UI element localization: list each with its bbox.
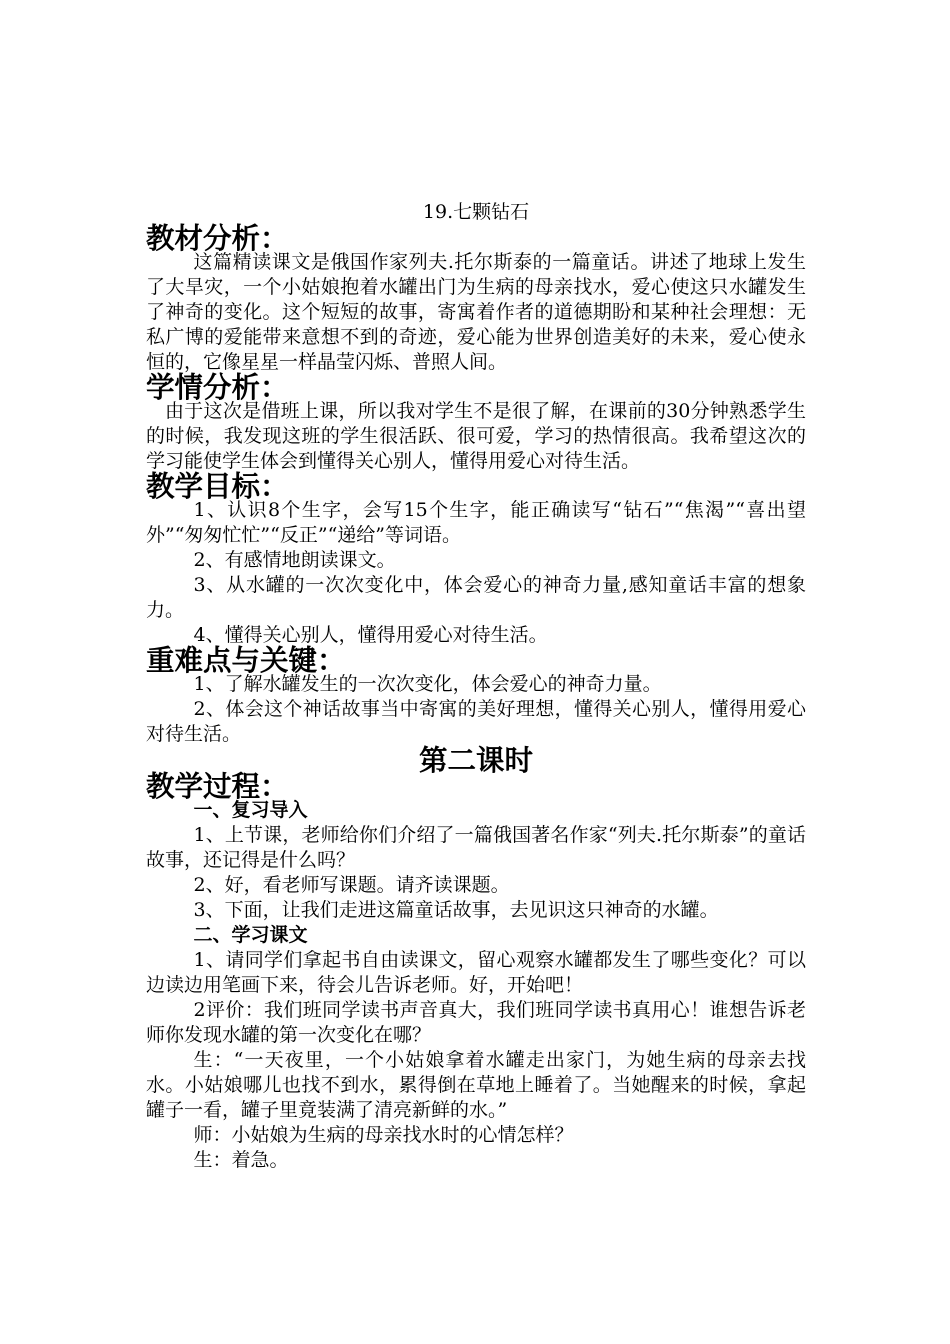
part2-item: 师：小姑娘为生病的母亲找水时的心情怎样？ <box>193 1124 574 1146</box>
teaching-process-heading: 教学过程： <box>146 769 289 803</box>
part2-item: 生：着急。 <box>193 1149 289 1171</box>
material-analysis-text: 这篇精读课文是俄国作家列夫.托尔斯泰的一篇童话。讲述了地球上发生了大旱灾，一个小姑娘抱着水罐出门为生病的母亲找水，爱心使这只水罐发生了神奇的变化。这个短短的故事，寄寓着作者的道德期盼和某种社会理想：无私广博的爱能带来意想不到的奇迹，爱心能为世界创造美好的未来，爱心使永恒的，它像星星一样晶莹闪烁、普照人间。 <box>146 251 806 373</box>
goal-item: 3、从水罐的一次次变化中，体会爱心的神奇力量,感知童话丰富的想象力。 <box>146 574 806 621</box>
part1-item: 2、好，看老师写课题。请齐读课题。 <box>193 874 510 896</box>
key-point-item: 2、体会这个神话故事当中寄寓的美好理想，懂得关心别人，懂得用爱心对待生活。 <box>146 698 806 745</box>
part2-item: 1、请同学们拿起书自由读课文，留心观察水罐都发生了哪些变化？可以边读边用笔画下来，待会儿告诉老师。好，开始吧！ <box>146 949 806 996</box>
document-body <box>146 198 806 1173</box>
teaching-goals-heading: 教学目标： <box>146 469 289 503</box>
goal-item: 2、有感情地朗读课文。 <box>193 549 396 571</box>
part2-heading: 二、学习课文 <box>193 924 308 946</box>
part1-heading: 一、复习导入 <box>193 799 308 821</box>
part2-item: 生：“一天夜里，一个小姑娘拿着水罐走出家门，为她生病的母亲去找水。小姑娘哪儿也找不到水，累得倒在草地上睡着了。当她醒来的时候，拿起罐子一看，罐子里竟装满了清亮新鲜的水。” <box>146 1049 806 1121</box>
student-analysis-heading: 学情分析： <box>146 370 289 404</box>
goal-item: 4、懂得关心别人，懂得用爱心对待生活。 <box>193 624 548 646</box>
key-point-item: 1、了解水罐发生的一次次变化，体会爱心的神奇力量。 <box>193 673 662 695</box>
student-analysis-text: 由于这次是借班上课，所以我对学生不是很了解，在课前的30分钟熟悉学生的时候，我发现这班的学生很活跃、很可爱，学习的热情很高。我希望这次的学习能使学生体会到懂得关心别人，懂得用爱心对待生活。 <box>146 400 806 472</box>
part1-item: 1、上节课，老师给你们介绍了一篇俄国著名作家“列夫.托尔斯泰”的童话故事，还记得是什么吗？ <box>146 824 806 871</box>
part2-item: 2评价：我们班同学读书声音真大，我们班同学读书真用心！谁想告诉老师你发现水罐的第一次变化在哪？ <box>146 999 806 1046</box>
document-title: 19.七颗钻石 <box>422 201 530 223</box>
key-points-heading: 重难点与关键： <box>146 643 346 677</box>
lesson-heading: 第二课时 <box>418 743 533 777</box>
part1-item: 3、下面，让我们走进这篇童话故事，去见识这只神奇的水罐。 <box>193 899 719 921</box>
material-analysis-heading: 教材分析： <box>146 221 289 255</box>
goal-item: 1、认识8个生字，会写15个生字，能正确读写“钻石”“焦渴”“喜出望外”“匆匆忙忙”“反正”“递给”等词语。 <box>146 499 806 546</box>
